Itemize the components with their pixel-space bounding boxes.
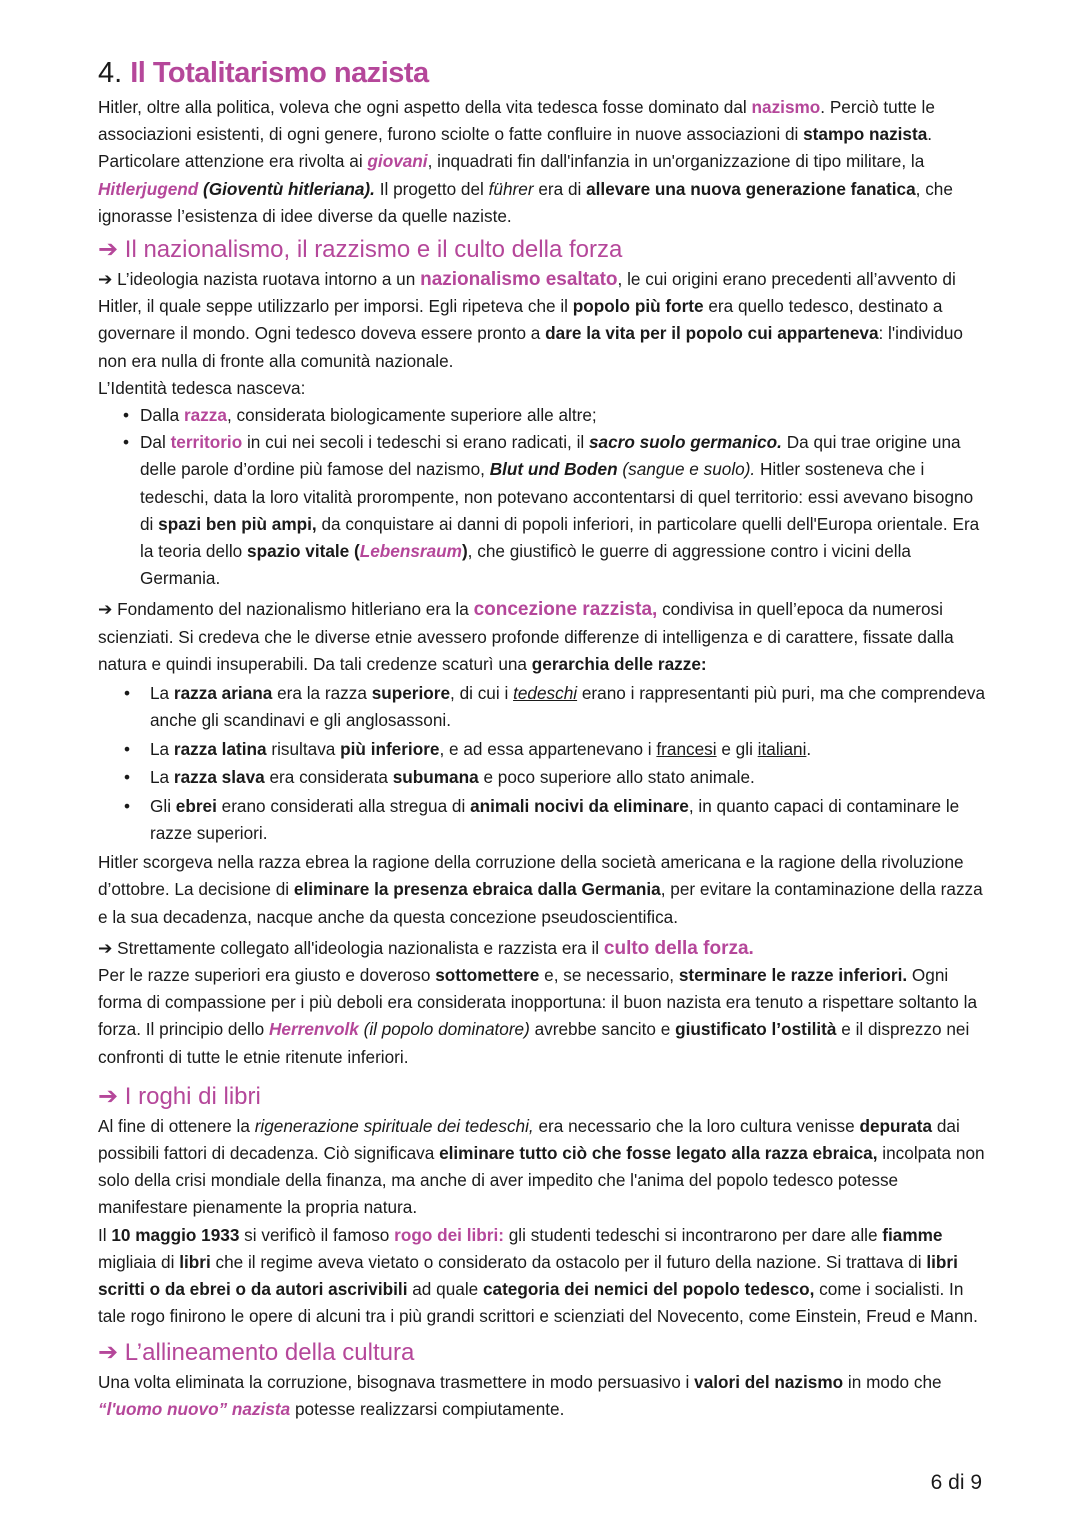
keyword: Hitlerjugend <box>98 178 199 199</box>
text: incolpata non solo della crisi mondiale della finanza, ma anche di aver impedito che l'anima del popolo tedesco potesse manifestare pienamente la propria natura. <box>98 1143 985 1218</box>
list-item <box>140 429 988 592</box>
text: Ogni forma di compassione per i più deboli era considerata inopportuna: il buon nazista era tenuto a rispettare soltanto la forza. Il principio dello <box>98 965 978 1040</box>
paragraph-culto-forza <box>98 935 988 962</box>
main-heading <box>98 56 988 90</box>
underlined-text: tedeschi <box>513 682 578 703</box>
paragraph-rogo-libri <box>98 1222 988 1331</box>
text: , che giustificò le guerre di aggressione contro i vicini della Germania. <box>140 541 911 589</box>
bold-text: eliminare tutto ciò che fosse legato alla razza ebraica, <box>439 1143 878 1164</box>
text: . Perciò tutte le associazioni esistenti, di ogni genere, furono sciolte o fatte confluire in nuove associazioni di <box>98 97 935 145</box>
bold-text: ( <box>349 541 360 562</box>
text: Hitler sosteneva che i tedeschi, data la loro vitalità prorompente, non potevano accontentarsi di quel territorio: essi avevano bisogno di <box>140 459 974 534</box>
text: Il progetto del <box>374 178 489 199</box>
bold-text: fiamme <box>882 1224 943 1245</box>
bold-text: allevare una nuova generazione fanatica <box>586 178 916 199</box>
text: Dal <box>140 432 171 453</box>
text: erano i rappresentanti più puri, ma che comprendeva anche gli scandinavi e gli anglosassoni. <box>150 682 986 730</box>
keyword: nazionalismo esaltato <box>420 269 618 291</box>
bold-italic-text: sacro suolo germanico. <box>588 432 782 453</box>
bold-text: categoria dei nemici del popolo tedesco, <box>482 1279 815 1300</box>
document-page <box>98 56 988 1423</box>
race-hierarchy-list <box>98 680 988 848</box>
keyword: razza <box>183 405 227 426</box>
italic-text: (sangue e suolo). <box>617 459 756 480</box>
bold-text: dare la vita per il popolo cui apparteneva <box>545 323 879 344</box>
text: come i socialisti. In tale rogo finirono le opere di alcuni tra i più grandi scrittori e scienziati del Novecento, come Einstein, Freud e Mann. <box>98 1279 978 1327</box>
underlined-text: francesi <box>656 738 717 759</box>
text: : l'individuo non era nulla di fronte alla comunità nazionale. <box>98 323 963 371</box>
bold-text: ebrei <box>175 796 217 817</box>
text: era necessario che la loro cultura venisse <box>533 1115 860 1136</box>
text: Hitler, oltre alla politica, voleva che ogni aspetto della vita tedesca fosse dominato dal <box>98 97 752 117</box>
bold-text: valori del nazismo <box>694 1371 844 1392</box>
italic-text: (il popolo dominatore) <box>358 1019 530 1040</box>
text: da conquistare ai danni di popoli inferiori, in particolare quelli dell'Europa orientale. Era la teoria dello <box>140 513 980 562</box>
section-heading-nazionalismo: ➔ Il nazionalismo, il razzismo e il culto della forza <box>98 236 623 264</box>
text: ➔ Fondamento del nazionalismo hitleriano era la <box>98 599 474 620</box>
text: potesse realizzarsi compiutamente. <box>290 1398 565 1419</box>
bold-text: razza ariana <box>173 682 273 703</box>
bold-text: subumana <box>392 767 479 788</box>
text: Hitler scorgeva nella razza ebrea la ragione della corruzione della società americana e la ragione della rivoluzione d’ottobre. La decisione di <box>98 852 964 900</box>
text: era la razza <box>272 682 372 703</box>
bold-text: libri <box>179 1251 211 1272</box>
text: in cui nei secoli i tedeschi si erano radicati, il <box>242 432 589 453</box>
text: era quello tedesco, destinato a governare il mondo. Ogni tedesco doveva essere pronto a <box>98 296 943 344</box>
text: e, se necessario, <box>539 965 679 986</box>
text: La <box>150 682 174 703</box>
underlined-text: italiani <box>757 738 807 759</box>
text: , considerata biologicamente superiore alle altre; <box>226 405 597 426</box>
bold-text: ) <box>461 541 468 562</box>
text: La <box>150 767 174 788</box>
text: Dalla <box>140 405 184 426</box>
text: ad quale <box>407 1279 483 1300</box>
identity-list <box>98 402 988 592</box>
bold-text: eliminare la presenza ebraica dalla Germania <box>293 879 661 900</box>
bold-italic-text: (Gioventù hitleriana). <box>198 178 375 199</box>
text: avrebbe sancito e <box>529 1019 676 1040</box>
bold-text: spazio vitale <box>247 541 350 562</box>
keyword: Lebensraum <box>359 541 462 562</box>
identity-intro: L’Identità tedesca nasceva: <box>98 377 306 398</box>
list-item <box>150 680 988 734</box>
bold-text: razza latina <box>173 738 267 759</box>
text: migliaia di <box>98 1251 180 1272</box>
keyword: giovani <box>367 151 428 172</box>
bold-text: libri scritti o da ebrei o da autori ascrivibili <box>98 1251 958 1300</box>
list-item <box>150 736 988 763</box>
keyword: rogo dei libri: <box>394 1224 504 1245</box>
text: risultava <box>266 738 341 759</box>
text: si verificò il famoso <box>239 1224 395 1245</box>
list-item <box>150 764 988 791</box>
text: , in quanto capaci di contaminare le razze superiori. <box>150 796 960 844</box>
bold-text: razza slava <box>173 767 265 788</box>
bold-text: giustificato l’ostilità <box>675 1019 837 1040</box>
text: condivisa in quell’epoca da numerosi scienziati. Si credeva che le diverse etnie avessero profonde differenze di intelligenza e di carattere, fissate dalla natura e quindi insuperabili. Da tali credenze scaturì una <box>98 599 954 674</box>
bold-text: sottomettere <box>435 965 540 986</box>
paragraph-rigenerazione <box>98 1113 988 1222</box>
bold-text: animali nocivi da eliminare <box>470 796 689 817</box>
section-heading-roghi: ➔ I roghi di libri <box>98 1082 261 1110</box>
bold-text: 10 maggio 1933 <box>111 1224 240 1245</box>
keyword: “l'uomo nuovo” nazista <box>98 1398 291 1419</box>
text: era di <box>533 178 587 199</box>
text: Da qui trae origine una delle parole d’ordine più famose del nazismo, <box>140 432 961 480</box>
text: La <box>150 738 174 759</box>
bold-italic-text: Blut und Boden <box>489 459 618 480</box>
text: erano considerati alla stregua di <box>216 796 471 817</box>
heading-title: Il Totalitarismo nazista <box>130 57 429 89</box>
list-item <box>150 793 988 847</box>
bold-text: depurata <box>859 1115 933 1136</box>
text: , di cui i <box>450 682 514 703</box>
text: Gli <box>150 796 176 817</box>
text: , per evitare la contaminazione della razza e la sua decadenza, nacque anche da questa concezione pseudoscientifica. <box>98 879 983 927</box>
keyword: concezione razzista, <box>473 599 658 621</box>
heading-number: 4. <box>98 57 123 89</box>
paragraph-allineamento <box>98 1369 988 1423</box>
text: . <box>806 738 812 759</box>
bold-text: sterminare le razze inferiori. <box>678 965 908 986</box>
paragraph-hitler-ebrei <box>98 849 988 931</box>
text: e il disprezzo nei confronti di tutte le etnie ritenute inferiori. <box>98 1019 970 1067</box>
bold-text: più inferiore <box>340 738 440 759</box>
text: , le cui origini erano precedenti all’avvento di Hitler, il quale seppe utilizzarlo per imporsi. Egli ripeteva che il <box>98 269 956 317</box>
italic-text: rigenerazione spirituale dei tedeschi, <box>254 1115 534 1136</box>
section-heading-allineamento: ➔ L’allineamento della cultura <box>98 1338 415 1366</box>
keyword: territorio <box>170 432 243 453</box>
page-number: 6 di 9 <box>930 1471 982 1494</box>
paragraph-razzismo <box>98 596 988 678</box>
text: dai possibili fattori di decadenza. Ciò significava <box>98 1115 960 1164</box>
keyword: nazismo <box>751 97 821 117</box>
text: in modo che <box>843 1371 942 1392</box>
text: era considerata <box>264 767 393 788</box>
bold-text: popolo più forte <box>572 296 704 317</box>
text: che il regime aveva vietato o considerato da ostacolo per il futuro della nazione. Si trattava di <box>210 1251 927 1272</box>
keyword: Herrenvolk <box>269 1019 359 1040</box>
intro-paragraph <box>98 94 988 230</box>
italic-text: führer <box>488 178 534 199</box>
text: Al fine di ottenere la <box>98 1115 255 1136</box>
bold-text: superiore <box>371 682 451 703</box>
text: e gli <box>716 738 758 759</box>
keyword: culto della forza. <box>603 937 754 959</box>
bold-text: stampo nazista <box>803 124 928 145</box>
text: gli studenti tedeschi si incontrarono per dare alle <box>503 1224 883 1245</box>
text: Per le razze superiori era giusto e doveroso <box>98 965 436 986</box>
paragraph-razze-superiori <box>98 962 988 1071</box>
text: Il <box>98 1224 112 1245</box>
text: . Particolare attenzione era rivolta ai <box>98 124 933 172</box>
text: , inquadrati fin dall'infanzia in un'organizzazione di tipo militare, la <box>427 151 925 172</box>
list-item <box>140 402 988 429</box>
text: Una volta eliminata la corruzione, bisognava trasmettere in modo persuasivo i <box>98 1371 695 1392</box>
text: , che ignorasse l’esistenza di idee diverse da quelle naziste. <box>98 178 953 226</box>
text: ➔ Strettamente collegato all'ideologia nazionalista e razzista era il <box>98 937 604 958</box>
text: , e ad essa appartenevano i <box>439 738 657 759</box>
text: e poco superiore allo stato animale. <box>478 767 755 788</box>
bold-text: spazi ben più ampi, <box>158 513 317 534</box>
text: ➔ L’ideologia nazista ruotava intorno a un <box>98 269 421 290</box>
paragraph-nazionalismo <box>98 266 988 375</box>
bold-text: gerarchia delle razze: <box>531 653 707 674</box>
